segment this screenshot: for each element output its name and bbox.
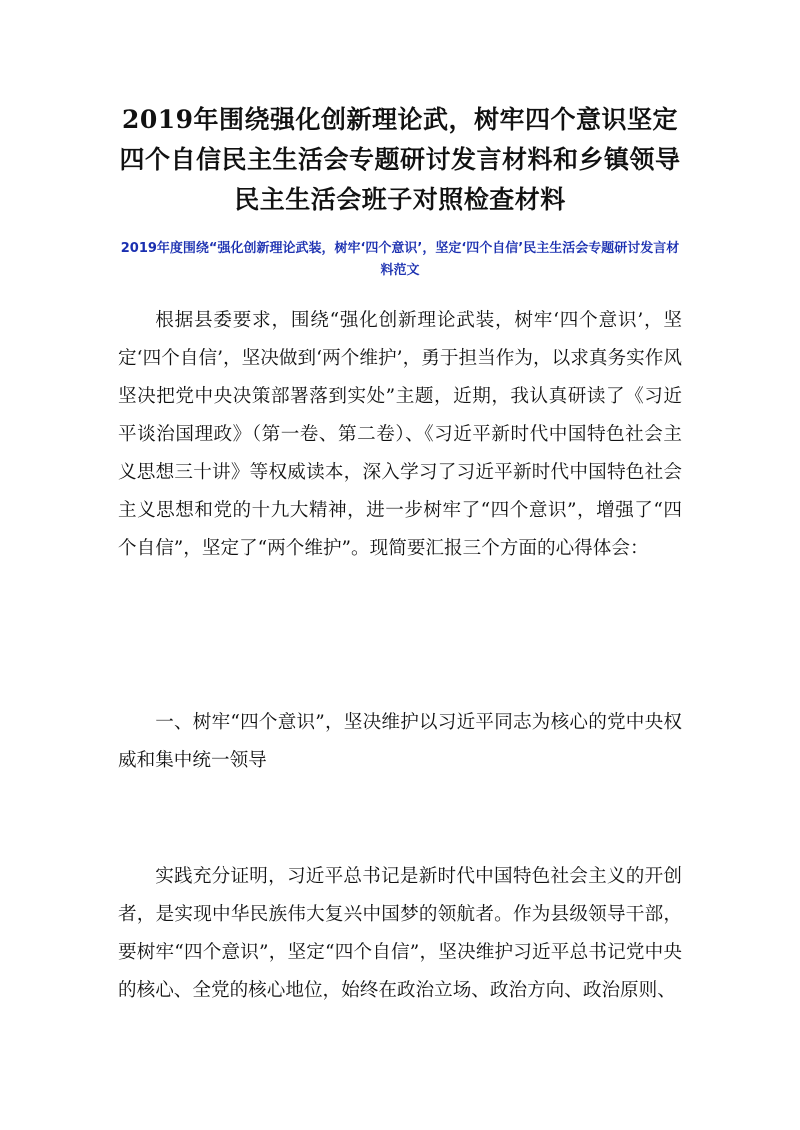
- intro-paragraph: 根据县委要求，围绕“强化创新理论武装，树牢‘四个意识’，坚定‘四个自信’，坚决做到‘两个维护’，勇于担当作为，以求真务实作风坚决把党中央决策部署落到实处”主题，近期，我认真研读了《习近平谈治国理政》（第一卷、第二卷）、《习近平新时代中国特色社会主义思想三十讲》等权威读本，深入学习了习近平新时代中国特色社会主义思想和党的十九大精神，进一步树牢了“四个意识”，增强了“四个自信”，坚定了“两个维护”。现简要汇报三个方面的心得体会：: [118, 310, 682, 559]
- document-title: 2019年围绕强化创新理论武，树牢四个意识坚定四个自信民主生活会专题研讨发言材料和乡镇领导民主生活会班子对照检查材料: [119, 105, 681, 214]
- section-body-one: 实践充分证明，习近平总书记是新时代中国特色社会主义的开创者，是实现中华民族伟大复兴中国梦的领航者。作为县级领导干部，要树牢“四个意识”，坚定“四个自信”，坚决维护习近平总书记党中央的核心、全党的核心地位，始终在政治立场、政治方向、政治原则、: [118, 866, 682, 1001]
- section-heading-one: 一、树牢“四个意识”，坚决维护以习近平同志为核心的党中央权威和集中统一领导: [118, 712, 682, 771]
- document-subtitle: 2019年度围绕“强化创新理论武装，树牢‘四个意识’，坚定‘四个自信’民主生活会专题研讨发言材料范文: [120, 241, 680, 278]
